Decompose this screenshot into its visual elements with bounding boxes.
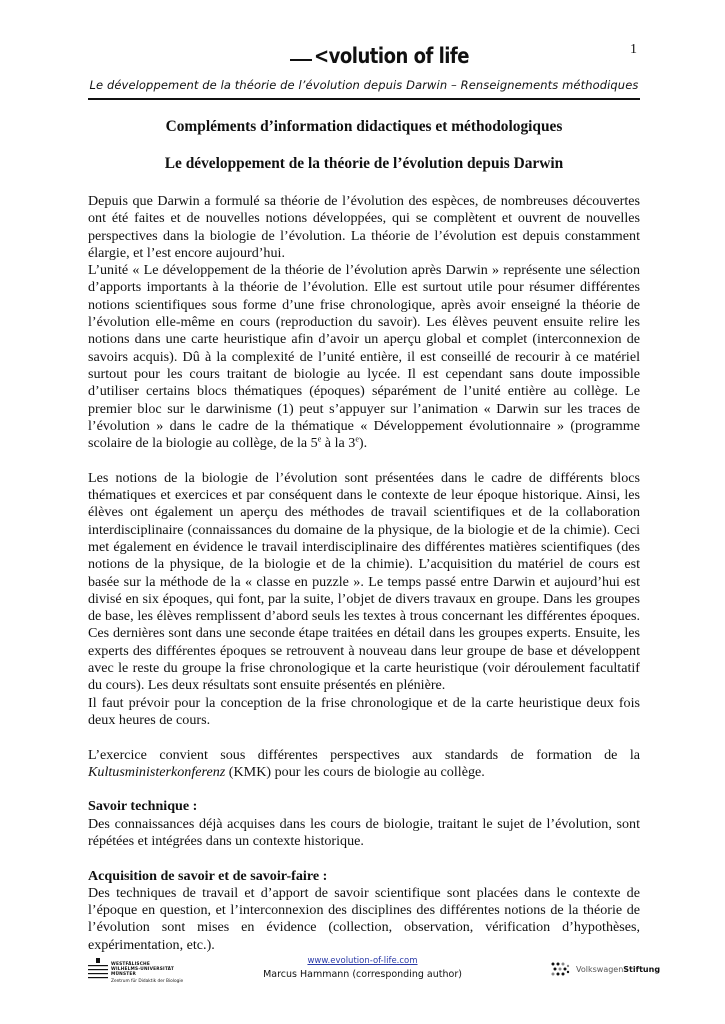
paragraph-unit-text-mid: à la 3	[321, 435, 356, 452]
paragraph-acquisition: Des techniques de travail et d’apport de savoir scientifique sont placées dans le contexte de l’époque en question, et l’interconnexion des disciplines des différentes notions de la théorie de l’évolution sont mises en évidence (collection, observation, vérification d’hypothèses, expérimentation, etc.).	[88, 884, 640, 953]
header-divider	[88, 98, 640, 100]
heading-savoir-technique: Savoir technique :	[88, 798, 198, 815]
logo-wordmark: volution of life	[328, 44, 470, 68]
document-title: Compléments d’information didactiques et méthodologiques	[165, 118, 563, 135]
paragraph-methods: Les notions de la biologie de l’évolution sont présentées dans le cadre de différents blocs thématiques et exercices et par conséquent dans le contexte de leur époque historique. Ainsi, les élèves ont également un aperçu des méthodes de travail scientifiques et de la collaboration interdisciplinaire (connaissances du domaine de la physique, de la biologie et de la chimie). Ceci met également en évidence le travail interdisciplinaire des différentes matières scientifiques (des notions de la physique, de la biologie et de la chimie). L’acquisition du matériel de cours est basée sur la méthode de la « classe en puzzle ». Le temps passé entre Darwin et aujourd’hui est divisé en six époques, qui font, par la suite, l’objet de divers travaux en groupe. Dans les groupes de base, les élèves remplissent d’abord seuls les textes à trous concernant les différentes époques. Ces dernières sont dans une seconde étape traitées en détail dans les groupes experts. Ensuite, les experts des différentes époques se retrouvent à nouveau dans leur groupe de base et développent avec le reste du groupe la frise chronologique et la carte heuristique (voir déroulement facultatif du cours). Les deux résultats sont ensuite présentés en plénière.	[88, 469, 640, 694]
page-footer	[0, 948, 725, 998]
paragraph-time: Il faut prévoir pour la conception de la frise chronologique et de la carte heuristique deux fois deux heures de cours.	[88, 694, 640, 728]
paragraph-standards	[88, 747, 640, 782]
paragraph-unit	[88, 262, 640, 452]
standards-text: L’exercice convient sous différentes perspectives aux standards de formation de la	[88, 746, 640, 763]
header-subtitle: Le développement de la théorie de l’évolution depuis Darwin – Renseignements méthodiques	[89, 78, 639, 92]
vw-dots-icon	[551, 961, 571, 977]
paragraph-savoir-technique: Des connaissances déjà acquises dans les cours de biologie, traitant le sujet de l’évolution, sont répétées et intégrées dans un contexte historique.	[88, 815, 640, 849]
logo-dash	[290, 59, 312, 61]
vw-prefix: Volkswagen	[576, 964, 624, 974]
volkswagen-stiftung-logo	[551, 961, 660, 977]
footer-website-link[interactable]: www.evolution-of-life.com	[307, 956, 418, 966]
vw-bold: Stiftung	[623, 964, 661, 974]
document-subtitle: Le développement de la théorie de l’évolution depuis Darwin	[164, 155, 564, 172]
logo-text	[314, 44, 469, 68]
paragraph-unit-text: L’unité « Le développement de la théorie de l’évolution après Darwin » représente une sélection d’apports importants à la théorie de l’évolution. Elle est surtout utile pour résumer différentes notions scientifiques sous forme d’une frise chronologique, après avoir enseigné la théorie de l’évolution elle-même en cours (reproduction du savoir). Les élèves peuvent ensuite relire les notions dans une carte heuristique afin d’avoir un aperçu global et complet (interconnexion de savoirs acquis). Dû à la complexité de l’unité entière, il est conseillé de recourir à ce matériel surtout pour les cours traitant de biologie au lycée. Il est cependant sans doute impossible d’utiliser certains blocs thématiques (époques) séparément de l’unité entière au collège. Le premier bloc sur le darwinisme (1) peut s’appuyer sur l’animation « Darwin sur les traces de l’évolution » dans le cadre de la thématique « Développement évolutionnaire » (programme scolaire de la biologie au collège, de la 5	[88, 262, 640, 452]
heading-acquisition: Acquisition de savoir et de savoir-faire :	[88, 867, 328, 884]
footer-author: Marcus Hammann (corresponding author)	[263, 969, 462, 980]
university-name: WESTFÄLISCHE WILHELMS-UNIVERSITÄT MÜNSTER	[111, 962, 174, 977]
page-number: 1	[630, 42, 637, 57]
paragraph-unit-text-end: ).	[358, 435, 368, 452]
university-department: Zentrum für Didaktik der Biologie	[111, 979, 184, 984]
superscript: e	[317, 434, 322, 444]
document-body	[88, 117, 640, 954]
logo-e-glyph: <	[314, 44, 329, 68]
paragraph-intro: Depuis que Darwin a formulé sa théorie de l’évolution des espèces, de nombreuses découvertes ont été faites et de nouvelles notions développées, qui se complètent et ouvrent de nouvelles perspectives dans la biologie de l’évolution. La théorie de l’évolution est depuis constamment élargie, et l’est encore aujourd’hui.	[88, 193, 640, 261]
superscript: e	[355, 434, 359, 444]
standards-text-end: (KMK) pour les cours de biologie au collège.	[225, 763, 485, 780]
vw-text	[576, 965, 660, 974]
evolution-of-life-logo	[290, 44, 494, 68]
standards-kmk-italic: Kultusministerkonferenz	[88, 763, 226, 780]
